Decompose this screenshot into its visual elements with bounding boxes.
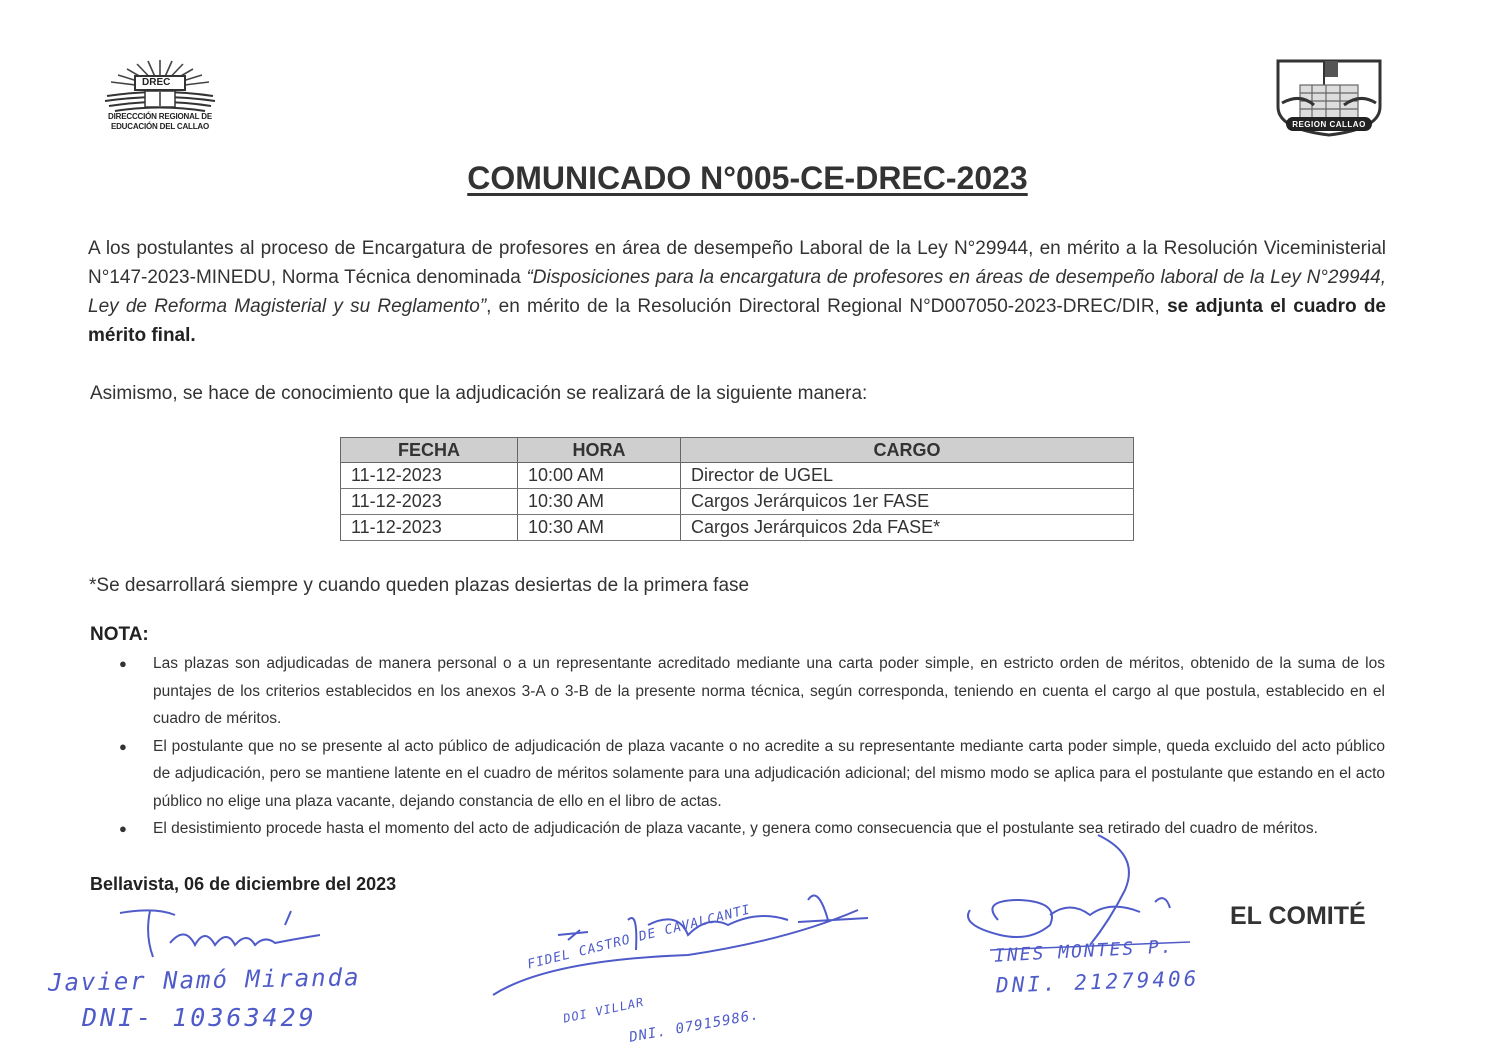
bullet-icon: ● [119,738,127,754]
cell-fecha: 11-12-2023 [341,515,518,541]
note-text: El desistimiento procede hasta el momento del acto de adjudicación de plaza vacante, y genera como consecuencia que el postulante sea retirado del cuadro de méritos. [153,820,1318,837]
bullet-icon: ● [119,656,127,671]
notes-list [119,650,1385,843]
signature-2-scribble [488,880,888,1010]
region-callao-logo [1270,55,1388,137]
intro-italic: “Disposiciones para la encargatura de profesores en áreas de desempeño laboral de la Ley N°29944, Ley de Reforma Magisterial y su Reglamento” [88,267,1386,317]
signature-2-dni: DNI. 07915986. [628,1007,761,1046]
footnote: *Se desarrollará siempre y cuando queden plazas desiertas de la primera fase [89,575,750,596]
intro-text-1: A los postulantes al proceso de Encargatura de profesores en área de desempeño Laboral de la Ley N°29944, en mérito a la Resolución Viceministerial N°147-2023-MINEDU, Norma Técnica denominada [88,238,1386,288]
cell-fecha: 11-12-2023 [341,463,518,489]
list-item [119,650,1385,733]
drec-badge: DREC [142,77,171,88]
table-row [341,489,1134,515]
cell-cargo: Director de UGEL [681,463,1134,489]
place-date: Bellavista, 06 de diciembre del 2023 [90,874,397,894]
cell-cargo: Cargos Jerárquicos 2da FASE* [681,515,1134,541]
signature-2-name: FIDEL CASTRO DE CAVALCANTI [526,902,753,973]
signature-3-name: INES MONTES P. [993,936,1175,967]
org-line-2: EDUCACIÓN DEL CALLAO [110,122,210,131]
intro-paragraph [88,234,1386,350]
cell-cargo: Cargos Jerárquicos 1er FASE [681,489,1134,515]
signature-2-institution: DOI VILLAR [562,994,646,1026]
signature-1-name: Javier Namó Miranda [47,963,361,997]
cell-hora: 10:30 AM [518,515,681,541]
list-item [119,733,1385,816]
signature-1-dni: DNI- 10363429 [82,1003,317,1032]
org-name [85,112,235,132]
header-fecha: FECHA [341,438,518,463]
bullet-icon: ● [119,821,127,836]
committee-label: EL COMITÉ [1230,902,1366,930]
region-banner: REGION CALLAO [1292,120,1366,129]
intro-bold: se adjunta el cuadro de mérito final. [88,296,1387,346]
asimismo-text: Asimismo, se hace de conocimiento que la adjudicación se realizará de la siguiente manera: [90,383,868,404]
note-text: El postulante que no se presente al acto público de adjudicación de plaza vacante o no acredite a su representante mediante carta poder simple, queda excluido del acto público de adjudicación, pero se mantiene latente en el cuadro de méritos solamente para una adjudicación adicional; del mismo modo se aplica para el postulante que estando en el acto público no elige una plaza vacante, dejando constancia de ello en el libro de actas. [153,737,1385,810]
cell-fecha: 11-12-2023 [341,489,518,515]
page-title: COMUNICADO N°005-CE-DREC-2023 [467,160,1028,196]
cell-hora: 10:30 AM [518,489,681,515]
schedule-table [340,437,1134,541]
drec-logo [85,58,235,142]
signature-3-dni: DNI. 21279406 [995,966,1200,998]
header-cargo: CARGO [681,438,1134,463]
table-row [341,515,1134,541]
list-item [119,815,1385,843]
signature-1-scribble [115,905,325,965]
org-line-1: DIRECCCIÓN REGIONAL DE [108,112,212,121]
table-header-row [341,438,1134,463]
nota-title: NOTA: [90,624,149,645]
table-row [341,463,1134,489]
header-hora: HORA [518,438,681,463]
note-text: Las plazas son adjudicadas de manera personal o a un representante acreditado mediante una carta poder simple, en estricto orden de méritos, obtenido de la suma de los puntajes de los criterios establecidos en los anexos 3-A o 3-B de la presente norma técnica, según corresponda, teniendo en cuenta el cargo al que postula, establecido en el cuadro de méritos. [153,655,1385,727]
cell-hora: 10:00 AM [518,463,681,489]
intro-text-2: , en mérito de la Resolución Directoral Regional N°D007050-2023-DREC/DIR, [486,296,1168,317]
